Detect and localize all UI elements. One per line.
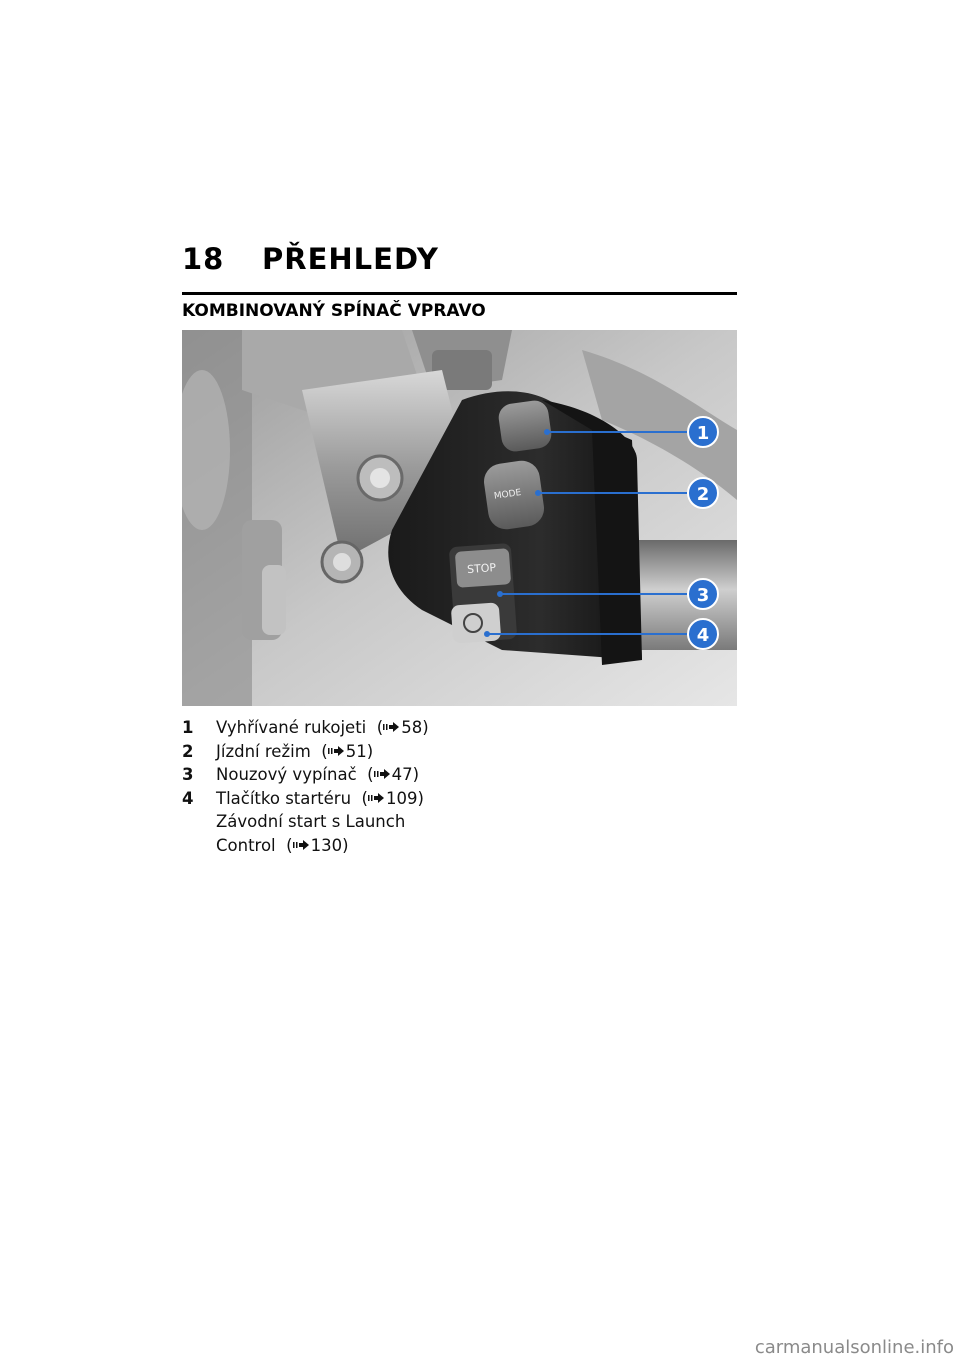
legend-number: 1 [182,718,194,737]
callout-3 [688,579,718,609]
page-reference-arrow-icon [368,793,384,803]
legend-number: 4 [182,788,194,808]
page-reference-arrow-icon [374,769,390,779]
chapter-heading [182,242,439,276]
svg-text:4: 4 [696,625,710,646]
page-number: 18 [182,242,225,276]
legend-item: 3 Nouzový vypínač ( 47) [182,763,582,787]
page-reference[interactable]: 109 [385,788,418,808]
page-reference[interactable]: 47 [391,765,413,784]
page-reference[interactable]: 130 [310,835,343,855]
legend-item: 2 Jízdní režim ( 51) [182,740,582,764]
svg-text:2: 2 [696,484,710,505]
page-reference-arrow-icon [383,722,399,732]
legend-label: Jízdní režim [216,741,311,761]
mode-button-label: MODE [493,488,522,502]
callout-1 [688,417,718,447]
legend-number: 3 [182,765,194,784]
heading-rule [182,292,737,295]
legend-label: Tlačítko startéru [216,788,352,808]
legend-subitem: Závodní start s Launch Control ( 130) [182,810,582,857]
stop-button-label: STOP [466,561,497,577]
legend-label: Nouzový vypínač [216,765,357,784]
svg-text:3: 3 [696,585,710,606]
legend-subitem-line: Závodní start s Launch [216,812,406,831]
watermark: carmanualsonline.info [754,1337,954,1358]
legend-item: 4 Tlačítko startéru ( 109) [182,787,582,811]
page-reference-arrow-icon [293,840,309,850]
legend-list [182,716,582,857]
legend-item: 1 Vyhřívané rukojeti ( 58) [182,716,582,740]
switch-photo [182,330,737,706]
page-reference[interactable]: 51 [345,741,367,761]
legend-number: 2 [182,741,194,761]
page-reference-arrow-icon [328,746,344,756]
callout-4 [688,619,718,649]
legend-label: Vyhřívané rukojeti [216,718,367,737]
page-reference[interactable]: 58 [401,718,423,737]
section-title: KOMBINOVANÝ SPÍNAČ VPRAVO [182,301,486,321]
svg-text:1: 1 [696,423,710,444]
legend-subitem-line: Control [216,835,276,855]
chapter-title: PŘEHLEDY [262,242,439,276]
callout-2 [688,478,718,508]
